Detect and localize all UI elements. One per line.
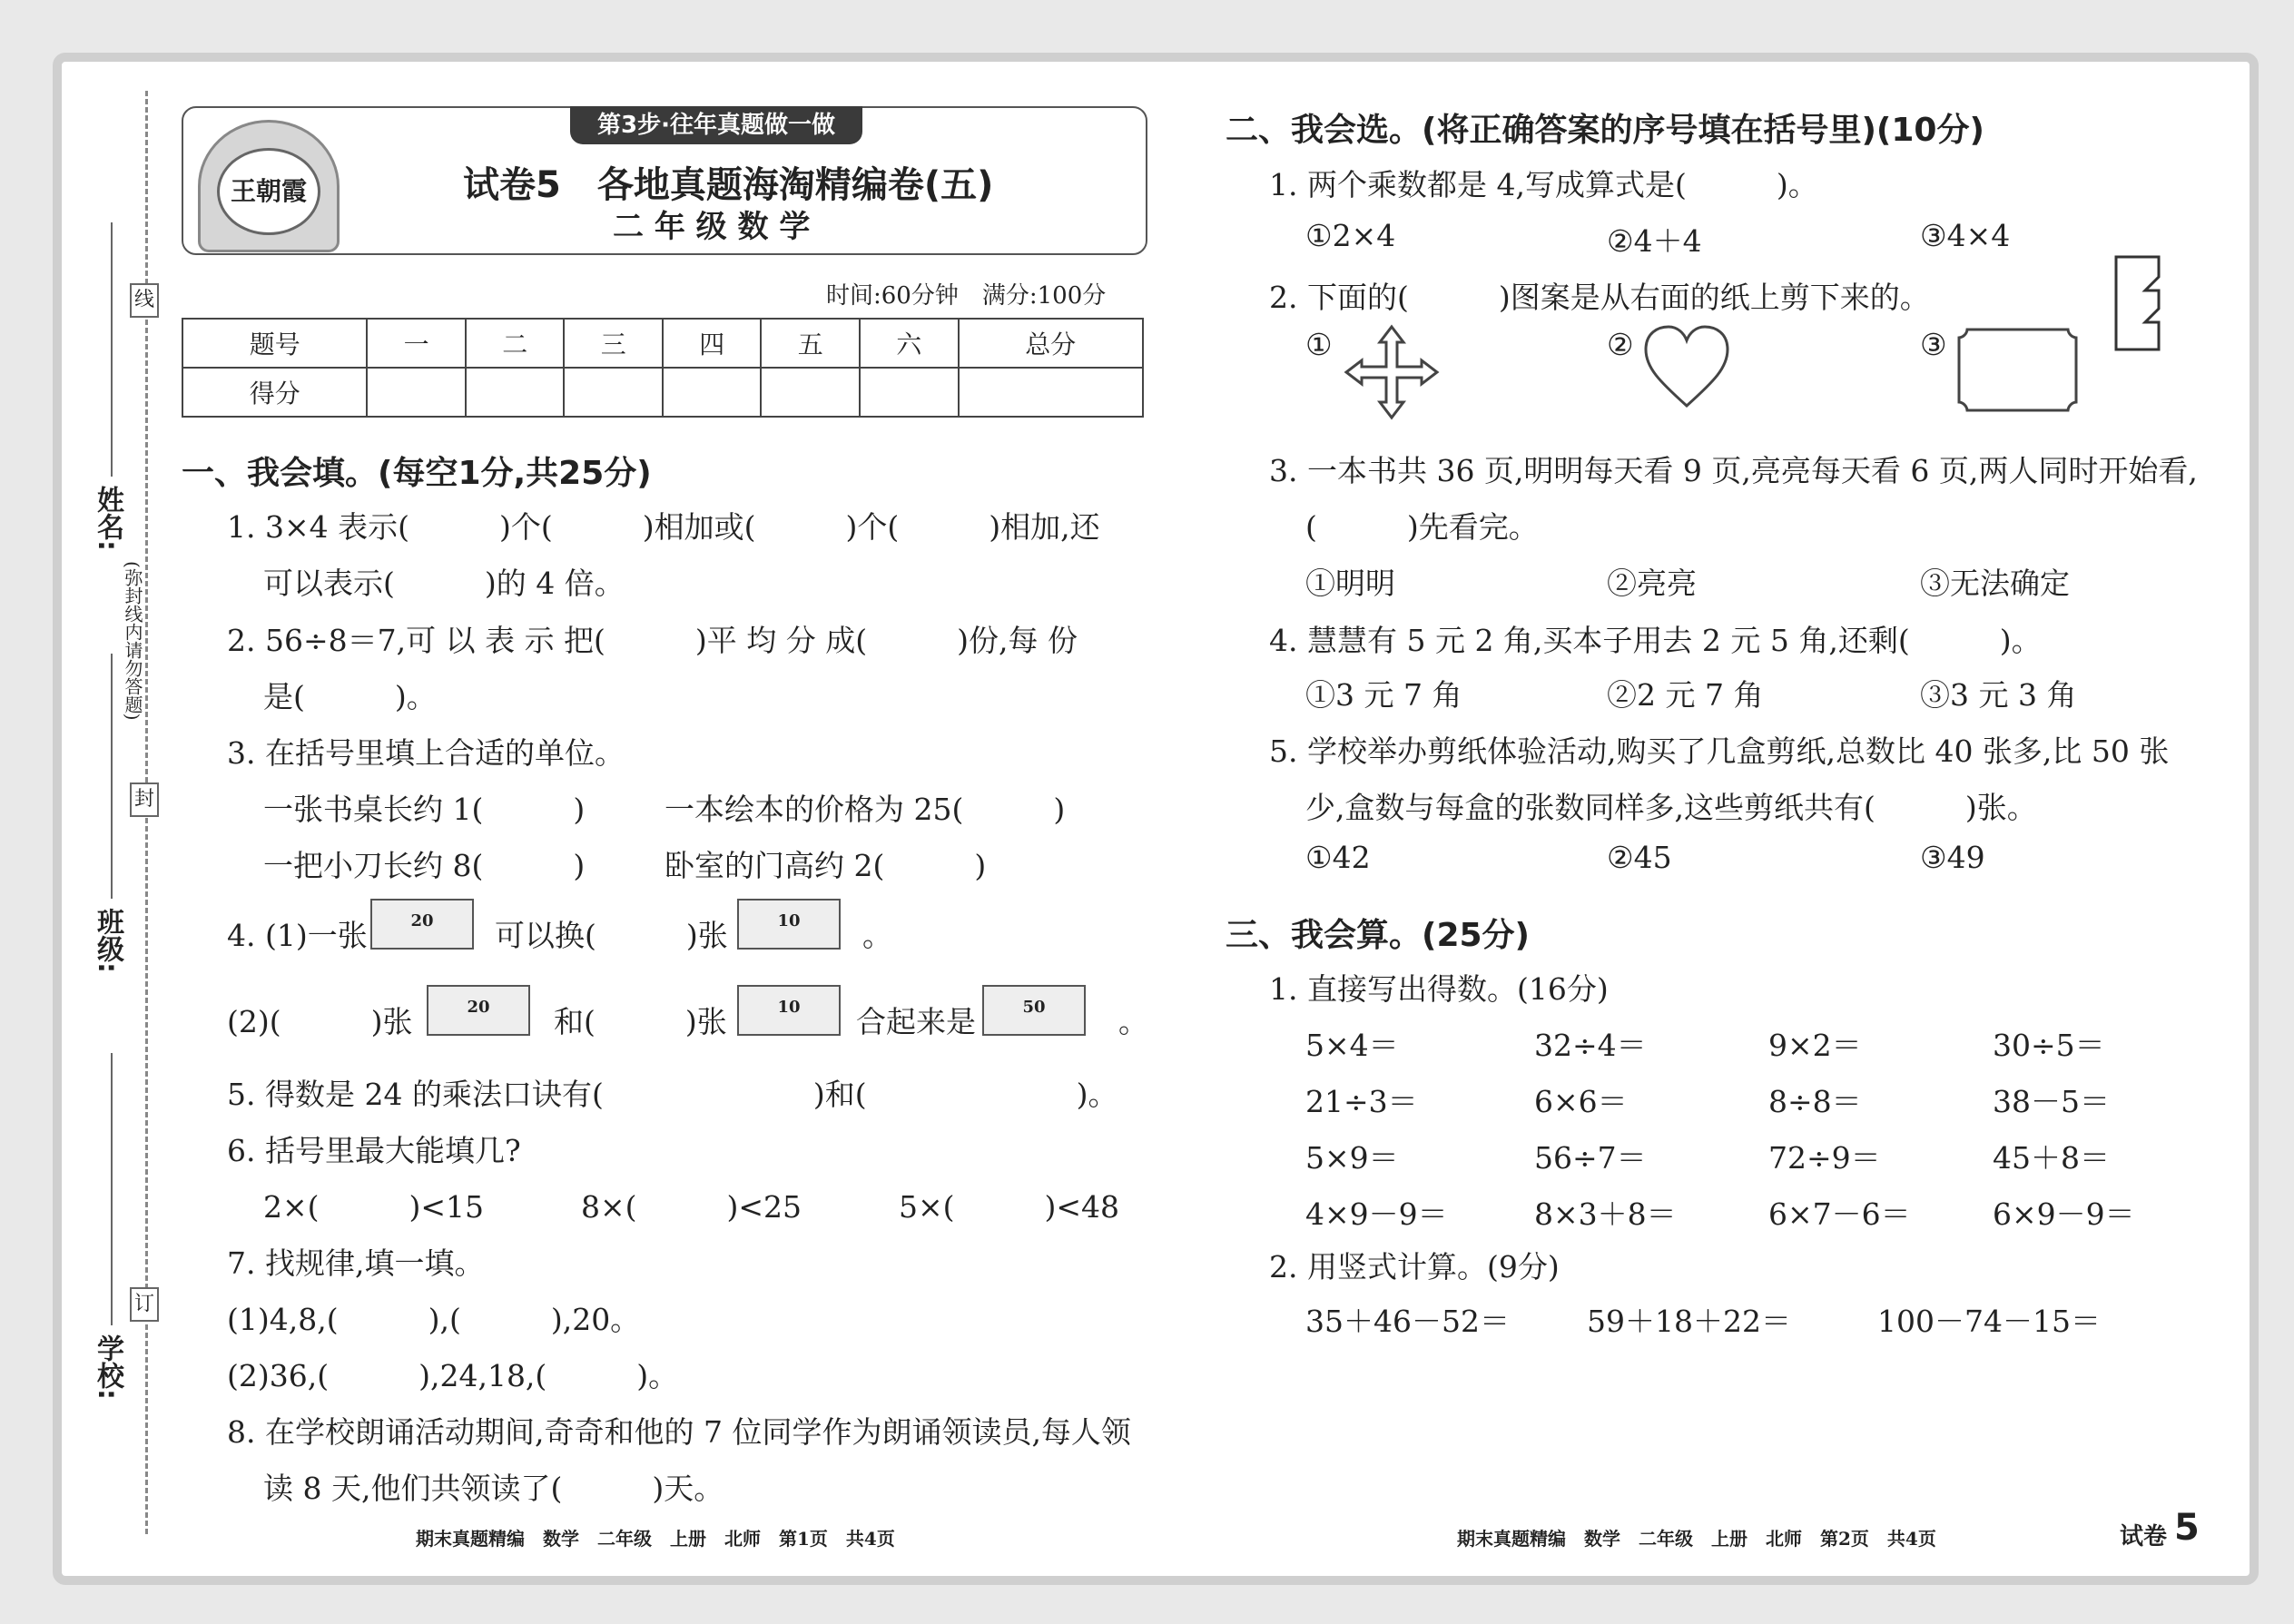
question-1-line1: 1. 3×4 表示( )个( )相加或( )个( )相加,还 <box>227 509 1100 545</box>
school-label: 学校: <box>92 1334 123 1400</box>
score-header-cell: 三 <box>564 319 663 368</box>
binding-tag-line: 线 <box>130 283 159 318</box>
score-cell[interactable] <box>860 368 959 417</box>
shape-option-label: ① <box>1305 327 1333 362</box>
footer-left: 期末真题精编 数学 二年级 上册 北师 第1页 共4页 <box>416 1528 895 1550</box>
choice-option: ③3 元 3 角 <box>1920 677 2077 713</box>
step-badge: 第3步·往年真题做一做 <box>570 106 862 144</box>
oral-calc-item: 8×3＋8＝ <box>1534 1196 1677 1232</box>
oral-calc-item: 5×4＝ <box>1305 1028 1399 1063</box>
question-3-item: 卧室的门高约 2( ) <box>665 848 987 883</box>
score-header-cell: 五 <box>761 319 860 368</box>
choice-question-4: 4. 慧慧有 5 元 2 角,买本子用去 2 元 5 角,还剩( )。 <box>1269 623 2042 658</box>
question-2-line1: 2. 56÷8＝7,可 以 表 示 把( )平 均 分 成( )份,每 份 <box>227 623 1078 658</box>
question-3: 3. 在括号里填上合适的单位。 <box>227 735 625 771</box>
oral-calc-item: 38－5＝ <box>1993 1084 2110 1119</box>
score-cell[interactable] <box>761 368 860 417</box>
choice-option: ①2×4 <box>1305 218 1396 253</box>
question-8-line2: 读 8 天,他们共领读了( )天。 <box>263 1471 724 1506</box>
question-4-2-text: 合起来是 <box>856 1004 976 1039</box>
paper-cut-shape <box>2113 254 2164 354</box>
choice-question-5-line1: 5. 学校举办剪纸体验活动,购买了几盒剪纸,总数比 40 张多,比 50 张 <box>1269 733 2170 769</box>
banknote-20-image <box>370 899 474 950</box>
score-cell[interactable] <box>663 368 762 417</box>
name-field-line[interactable] <box>111 222 113 477</box>
oral-calc-item: 6×7－6＝ <box>1768 1196 1911 1232</box>
question-1-line2: 可以表示( )的 4 倍。 <box>263 566 625 601</box>
banknote-value: 50 <box>1022 998 1046 1017</box>
question-7-item: (1)4,8,( ),( ),20。 <box>227 1302 641 1337</box>
question-4-2-text: (2)( )张 <box>227 1004 413 1039</box>
vertical-calc-item: 35＋46－52＝ <box>1305 1304 1510 1339</box>
question-2-line2: 是( )。 <box>263 679 437 714</box>
oral-calc-item: 6×9－9＝ <box>1993 1196 2135 1232</box>
question-3-item: 一张书桌长约 1( ) <box>263 792 586 827</box>
binding-tag-seal: 封 <box>130 782 159 817</box>
choice-option: ②45 <box>1607 840 1672 875</box>
question-7-item: (2)36,( ),24,18,( )。 <box>227 1358 679 1393</box>
choice-option: ②2 元 7 角 <box>1607 677 1764 713</box>
school-field-line[interactable] <box>111 1053 113 1325</box>
oral-calc-item: 9×2＝ <box>1768 1028 1862 1063</box>
banknote-20-image <box>427 985 530 1036</box>
score-cell[interactable] <box>466 368 565 417</box>
oral-calc-item: 8÷8＝ <box>1768 1084 1862 1119</box>
name-label: 姓名: <box>92 486 123 551</box>
oral-calc-item: 45＋8＝ <box>1993 1140 2110 1176</box>
shape-option-label: ② <box>1607 327 1634 362</box>
choice-option: ③49 <box>1920 840 1985 875</box>
banknote-10-image <box>737 899 841 950</box>
banknote-10-image <box>737 985 841 1036</box>
cross-arrows-shape-icon[interactable] <box>1342 322 1442 422</box>
question-6-item: 5×( )<48 <box>899 1189 1120 1225</box>
choice-question-1: 1. 两个乘数都是 4,写成算式是( )。 <box>1269 167 1818 202</box>
score-row-label: 得分 <box>182 368 367 417</box>
oral-calc-item: 32÷4＝ <box>1534 1028 1647 1063</box>
question-6-item: 8×( )<25 <box>581 1189 802 1225</box>
score-header-cell: 总分 <box>959 319 1143 368</box>
choice-option: ③无法确定 <box>1920 566 2070 601</box>
score-header-cell: 题号 <box>182 319 367 368</box>
score-header-cell: 四 <box>663 319 762 368</box>
paper-subtitle: 二 年 级 数 学 <box>613 209 811 245</box>
score-table <box>182 318 1144 418</box>
part3-heading: 三、我会算。(25分) <box>1226 917 1531 954</box>
choice-option: ②4＋4 <box>1607 223 1702 259</box>
vertical-calc-item: 59＋18＋22＝ <box>1587 1304 1791 1339</box>
question-6: 6. 括号里最大能填几? <box>227 1133 521 1168</box>
choice-option: ①42 <box>1305 840 1371 875</box>
banknote-value: 20 <box>467 998 490 1017</box>
question-4-1-text: 可以换( )张 <box>495 918 728 953</box>
score-cell[interactable] <box>367 368 466 417</box>
part1-heading: 一、我会填。(每空1分,共25分) <box>182 455 652 492</box>
question-4-2-text: 。 <box>1118 1004 1148 1039</box>
heart-shape-icon[interactable] <box>1641 322 1732 413</box>
paper-number: 5 <box>2174 1507 2200 1549</box>
question-6-item: 2×( )<15 <box>263 1189 485 1225</box>
oral-calc-item: 56÷7＝ <box>1534 1140 1647 1176</box>
logo <box>198 120 340 252</box>
vertical-calc-item: 100－74－15＝ <box>1877 1304 2101 1339</box>
question-4-1-text: 。 <box>862 918 892 953</box>
question-4-2-text: 和( )张 <box>554 1004 727 1039</box>
class-field-line[interactable] <box>111 654 113 899</box>
choice-option: ①明明 <box>1305 566 1395 601</box>
banknote-value: 10 <box>777 911 801 930</box>
paper-label: 试卷 <box>2120 1523 2168 1550</box>
calc-question-1: 1. 直接写出得数。(16分) <box>1269 971 1609 1007</box>
oral-calc-item: 6×6＝ <box>1534 1084 1628 1119</box>
notched-rectangle-shape-icon[interactable] <box>1956 327 2079 413</box>
score-header-cell: 六 <box>860 319 959 368</box>
choice-option: ②亮亮 <box>1607 566 1697 601</box>
class-label: 班级: <box>92 908 123 973</box>
oral-calc-item: 72÷9＝ <box>1768 1140 1881 1176</box>
question-5: 5. 得数是 24 的乘法口诀有( )和( )。 <box>227 1077 1118 1112</box>
score-cell[interactable] <box>959 368 1143 417</box>
score-cell[interactable] <box>564 368 663 417</box>
time-info: 时间:60分钟 满分:100分 <box>826 282 1107 310</box>
score-header-cell: 二 <box>466 319 565 368</box>
question-7: 7. 找规律,填一填。 <box>227 1245 485 1281</box>
choice-option: ①3 元 7 角 <box>1305 677 1462 713</box>
logo-text: 王朝霞 <box>217 148 320 235</box>
shape-option-label: ③ <box>1920 327 1947 362</box>
binding-tag-bind: 订 <box>130 1287 159 1322</box>
binding-notice: (弥封线内请勿答题) <box>122 561 143 721</box>
oral-calc-item: 30÷5＝ <box>1993 1028 2105 1063</box>
oral-calc-item: 5×9＝ <box>1305 1140 1399 1176</box>
footer-right: 期末真题精编 数学 二年级 上册 北师 第2页 共4页 <box>1457 1528 1936 1550</box>
question-3-item: 一本绘本的价格为 25( ) <box>665 792 1066 827</box>
paper-title: 试卷5 各地真题海淘精编卷(五) <box>463 164 994 206</box>
choice-question-3-line2: ( )先看完。 <box>1305 509 1539 545</box>
question-4-1-text: 4. (1)一张 <box>227 918 368 953</box>
oral-calc-item: 21÷3＝ <box>1305 1084 1418 1119</box>
part2-heading: 二、我会选。(将正确答案的序号填在括号里)(10分) <box>1226 112 1984 149</box>
banknote-value: 10 <box>777 998 801 1017</box>
question-8-line1: 8. 在学校朗诵活动期间,奇奇和他的 7 位同学作为朗诵领读员,每人领 <box>227 1414 1131 1450</box>
choice-question-3-line1: 3. 一本书共 36 页,明明每天看 9 页,亮亮每天看 6 页,两人同时开始看, <box>1269 453 2198 488</box>
calc-question-2: 2. 用竖式计算。(9分) <box>1269 1249 1560 1284</box>
question-3-item: 一把小刀长约 8( ) <box>263 848 586 883</box>
banknote-50-image <box>982 985 1086 1036</box>
oral-calc-item: 4×9－9＝ <box>1305 1196 1448 1232</box>
banknote-value: 20 <box>410 911 434 930</box>
score-header-cell: 一 <box>367 319 466 368</box>
choice-option: ③4×4 <box>1920 218 2011 253</box>
choice-question-5-line2: 少,盒数与每盒的张数同样多,这些剪纸共有( )张。 <box>1305 790 2037 825</box>
choice-question-2: 2. 下面的( )图案是从右面的纸上剪下来的。 <box>1269 280 1930 315</box>
